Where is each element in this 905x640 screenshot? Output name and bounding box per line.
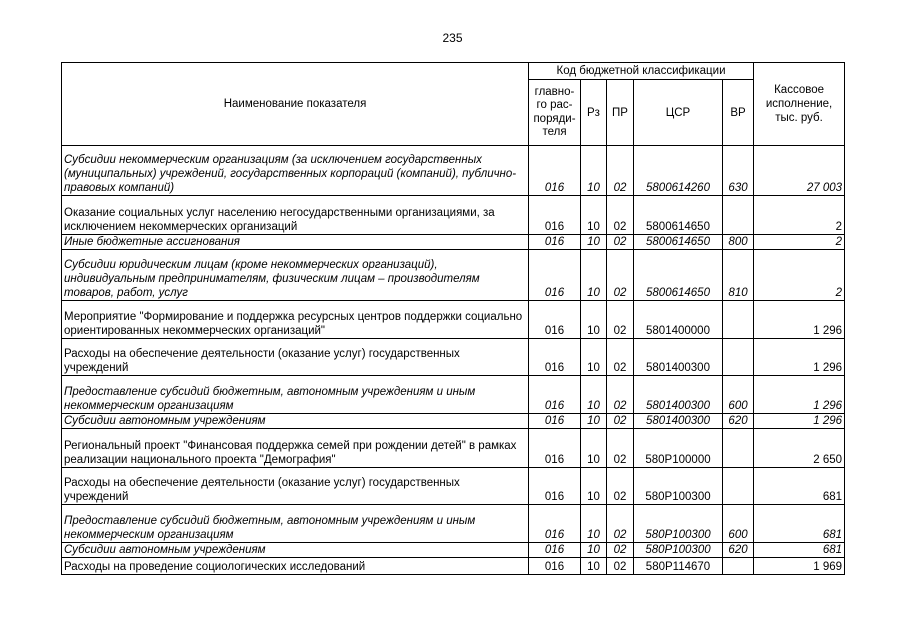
row-vr: 800 (723, 235, 754, 250)
row-gl: 016 (529, 414, 581, 429)
row-csr: 580P100300 (634, 543, 723, 558)
row-pr: 02 (607, 558, 634, 575)
header-csr: ЦСР (634, 80, 723, 146)
row-csr: 5801400300 (634, 414, 723, 429)
row-amount: 27 003 (754, 146, 845, 196)
row-rz: 10 (581, 339, 607, 376)
row-name: Предоставление субсидий бюджетным, автономным учреждениям и иным некоммерческим организациям (62, 505, 529, 543)
row-gl: 016 (529, 376, 581, 414)
row-gl: 016 (529, 339, 581, 376)
row-name: Расходы на обеспечение деятельности (оказание услуг) государственных учреждений (62, 468, 529, 505)
row-vr: 810 (723, 250, 754, 301)
row-pr: 02 (607, 468, 634, 505)
row-rz: 10 (581, 468, 607, 505)
row-pr: 02 (607, 339, 634, 376)
table-row (62, 250, 845, 301)
header-pr: ПР (607, 80, 634, 146)
row-rz: 10 (581, 250, 607, 301)
row-rz: 10 (581, 414, 607, 429)
row-pr: 02 (607, 505, 634, 543)
row-name: Оказание социальных услуг населению негосударственными организациями, за исключением некоммерческих организаций (62, 196, 529, 235)
row-csr: 5800614650 (634, 196, 723, 235)
row-name: Региональный проект "Финансовая поддержка семей при рождении детей" в рамках реализации национального проекта "Демография" (62, 429, 529, 468)
row-csr: 580P100000 (634, 429, 723, 468)
row-amount: 1 296 (754, 414, 845, 429)
row-pr: 02 (607, 196, 634, 235)
row-vr (723, 339, 754, 376)
row-pr: 02 (607, 250, 634, 301)
row-csr: 5801400300 (634, 376, 723, 414)
row-gl: 016 (529, 429, 581, 468)
row-name: Субсидии автономным учреждениям (62, 543, 529, 558)
header-name: Наименование показателя (62, 63, 529, 146)
row-rz: 10 (581, 235, 607, 250)
row-gl: 016 (529, 235, 581, 250)
row-amount: 681 (754, 468, 845, 505)
row-rz: 10 (581, 196, 607, 235)
row-rz: 10 (581, 429, 607, 468)
row-vr (723, 429, 754, 468)
row-gl: 016 (529, 196, 581, 235)
row-csr: 5800614650 (634, 235, 723, 250)
header-gl: главно-го рас-поряди-теля (529, 80, 581, 146)
header-rz: Рз (581, 80, 607, 146)
row-csr: 5801400000 (634, 301, 723, 339)
table-row (62, 429, 845, 468)
row-vr (723, 558, 754, 575)
row-gl: 016 (529, 301, 581, 339)
row-pr: 02 (607, 301, 634, 339)
row-gl: 016 (529, 250, 581, 301)
row-vr: 630 (723, 146, 754, 196)
row-amount: 681 (754, 543, 845, 558)
table-row (62, 543, 845, 558)
row-vr: 600 (723, 376, 754, 414)
row-csr: 580P100300 (634, 505, 723, 543)
row-pr: 02 (607, 543, 634, 558)
header-vr: ВР (723, 80, 754, 146)
row-amount: 2 (754, 250, 845, 301)
row-rz: 10 (581, 146, 607, 196)
row-gl: 016 (529, 558, 581, 575)
table-row (62, 376, 845, 414)
table-row (62, 235, 845, 250)
table-row (62, 505, 845, 543)
row-amount: 1 296 (754, 339, 845, 376)
budget-table (61, 62, 845, 575)
row-amount: 2 (754, 196, 845, 235)
header-code-group: Код бюджетной классификации (529, 63, 754, 80)
row-csr: 580P100300 (634, 468, 723, 505)
table-row (62, 146, 845, 196)
row-pr: 02 (607, 146, 634, 196)
table-row (62, 339, 845, 376)
row-rz: 10 (581, 558, 607, 575)
row-amount: 2 (754, 235, 845, 250)
row-rz: 10 (581, 301, 607, 339)
row-name: Субсидии юридическим лицам (кроме некоммерческих организаций), индивидуальным предпринимателям, физическим лицам – производителям товаров, работ, услуг (62, 250, 529, 301)
row-name: Мероприятие "Формирование и поддержка ресурсных центров поддержки социально ориентированных некоммерческих организаций" (62, 301, 529, 339)
page-number: 235 (442, 31, 463, 45)
row-pr: 02 (607, 429, 634, 468)
table-row (62, 196, 845, 235)
row-name: Предоставление субсидий бюджетным, автономным учреждениям и иным некоммерческим организациям (62, 376, 529, 414)
row-name: Субсидии некоммерческим организациям (за исключением государственных (муниципальных) учреждений, государственных корпораций (компаний), публично-правовых компаний) (62, 146, 529, 196)
row-amount: 681 (754, 505, 845, 543)
row-gl: 016 (529, 468, 581, 505)
row-amount: 1 296 (754, 301, 845, 339)
table-row (62, 558, 845, 575)
row-vr (723, 301, 754, 339)
row-gl: 016 (529, 146, 581, 196)
row-csr: 5800614260 (634, 146, 723, 196)
row-pr: 02 (607, 376, 634, 414)
header-amount: Кассовое исполнение, тыс. руб. (754, 63, 845, 146)
row-name: Расходы на проведение социологических исследований (62, 558, 529, 575)
table-row (62, 468, 845, 505)
row-pr: 02 (607, 235, 634, 250)
table-row (62, 414, 845, 429)
row-pr: 02 (607, 414, 634, 429)
row-vr: 620 (723, 543, 754, 558)
row-csr: 5800614650 (634, 250, 723, 301)
row-name: Субсидии автономным учреждениям (62, 414, 529, 429)
table-body (62, 146, 845, 575)
row-rz: 10 (581, 543, 607, 558)
row-vr (723, 196, 754, 235)
row-amount: 2 650 (754, 429, 845, 468)
table-row (62, 301, 845, 339)
row-rz: 10 (581, 505, 607, 543)
row-gl: 016 (529, 543, 581, 558)
row-gl: 016 (529, 505, 581, 543)
row-vr: 600 (723, 505, 754, 543)
row-csr: 580P114670 (634, 558, 723, 575)
row-amount: 1 969 (754, 558, 845, 575)
row-rz: 10 (581, 376, 607, 414)
row-csr: 5801400300 (634, 339, 723, 376)
row-vr: 620 (723, 414, 754, 429)
row-vr (723, 468, 754, 505)
row-name: Расходы на обеспечение деятельности (оказание услуг) государственных учреждений (62, 339, 529, 376)
row-name: Иные бюджетные ассигнования (62, 235, 529, 250)
row-amount: 1 296 (754, 376, 845, 414)
